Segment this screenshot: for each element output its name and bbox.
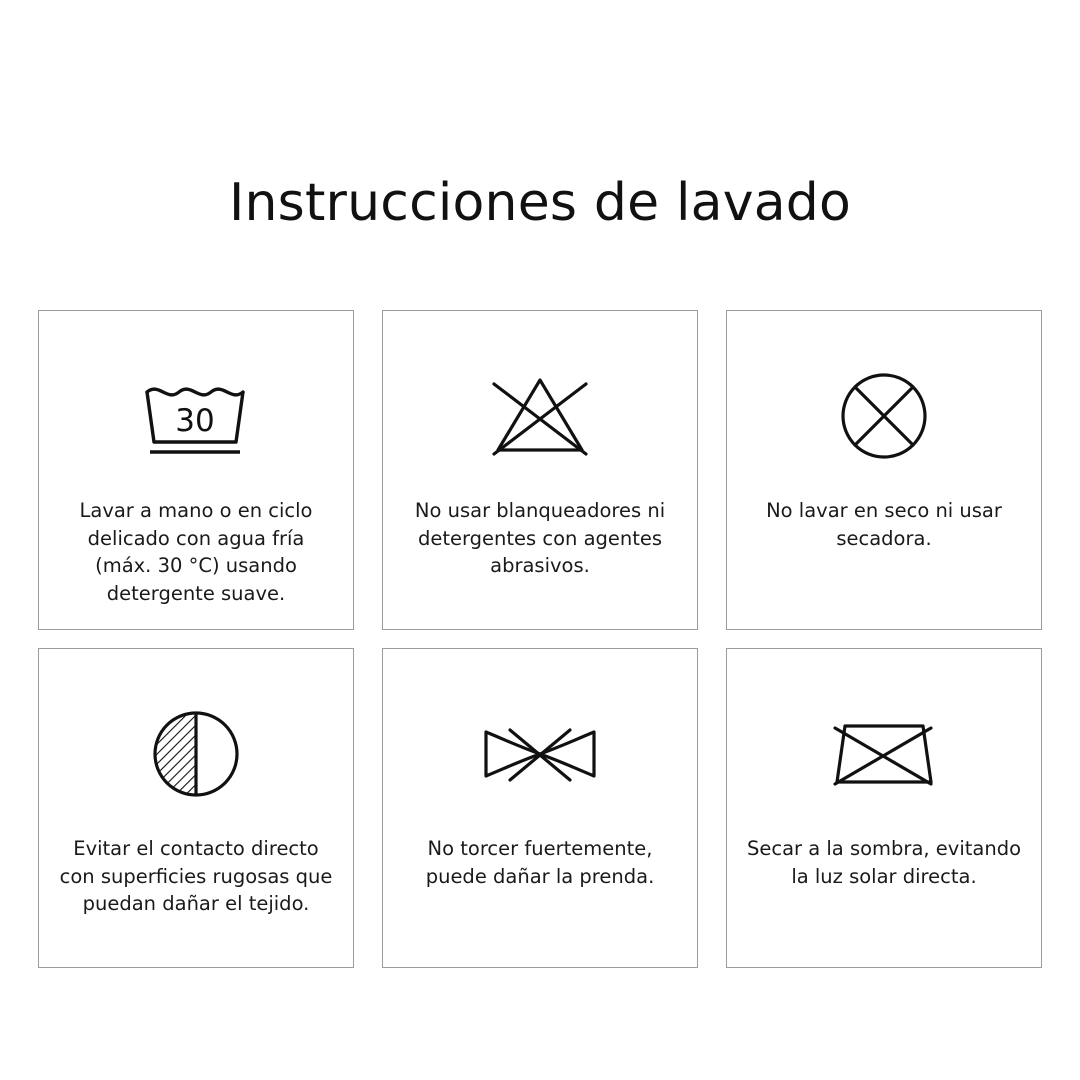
instruction-card	[382, 310, 698, 630]
instruction-card	[38, 310, 354, 630]
instruction-caption: No usar blanqueadores ni detergentes con agentes abrasivos.	[414, 499, 666, 578]
instruction-card	[726, 648, 1042, 968]
page-title: Instrucciones de lavado	[228, 172, 852, 233]
wash-tub-30-icon	[131, 357, 261, 475]
instruction-card-grid	[38, 310, 1042, 968]
no-dry-clean-circle-crossed-icon	[825, 357, 943, 475]
instruction-card	[38, 648, 354, 968]
instruction-caption: No lavar en seco ni usar secadora.	[766, 499, 1002, 550]
instruction-card	[726, 310, 1042, 630]
instruction-caption: Evitar el contacto directo con superficies rugosas que puedan dañar el tejido.	[59, 837, 333, 916]
instruction-card	[382, 648, 698, 968]
do-not-wring-crossed-icon	[470, 695, 610, 813]
dry-flat-in-shade-crossed-icon	[819, 695, 949, 813]
dry-in-shade-half-filled-circle-icon	[141, 695, 251, 813]
wash-temperature-label: 30	[175, 403, 215, 439]
instruction-caption: Lavar a mano o en ciclo delicado con agua fría (máx. 30 °C) usando detergente suave.	[79, 499, 313, 606]
instruction-caption: No torcer fuertemente, puede dañar la prenda.	[425, 837, 655, 888]
instruction-caption: Secar a la sombra, evitando la luz solar directa.	[746, 837, 1022, 888]
no-bleach-triangle-crossed-icon	[480, 357, 600, 475]
